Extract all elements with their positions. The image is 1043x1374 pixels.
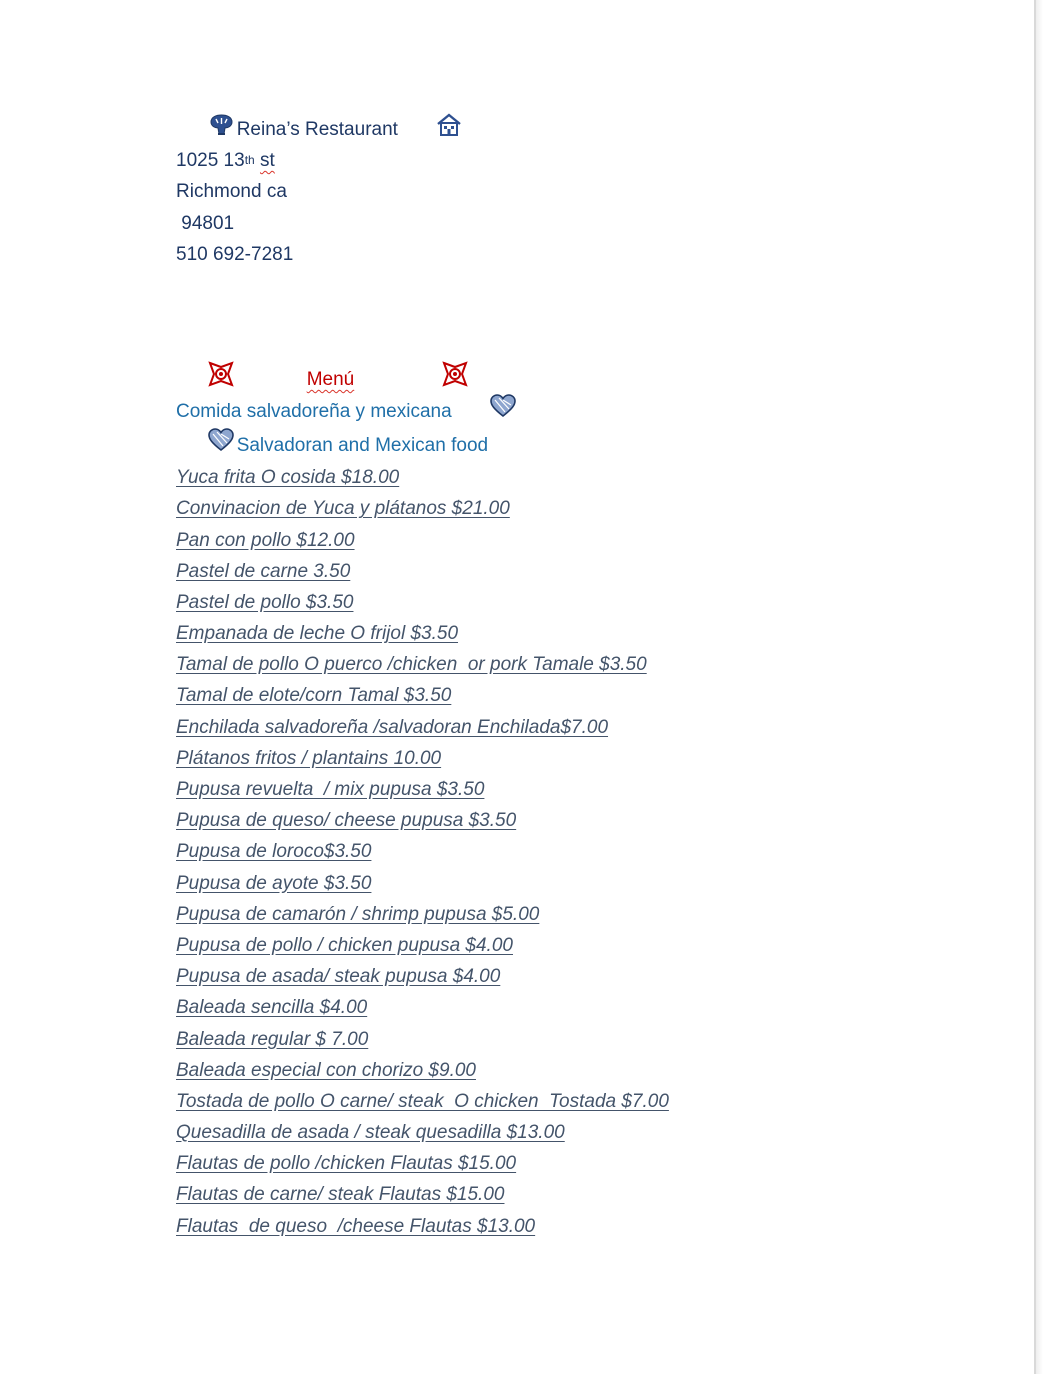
- menu-item: Pupusa de camarón / shrimp pupusa $5.00: [176, 903, 540, 925]
- phone: 510 692-7281: [176, 243, 294, 265]
- menu-item: Yuca frita O cosida $18.00: [176, 467, 400, 489]
- address-line: 1025 13 $^{th}$ st: [176, 145, 1016, 176]
- menu-item: Baleada especial con chorizo $9.00: [176, 1059, 476, 1081]
- menu-item: Pastel de pollo $3.50: [176, 591, 354, 613]
- menu-items-list: [176, 462, 1016, 1242]
- document-body[interactable]: [176, 114, 1016, 1242]
- menu-item: Quesadilla de asada / steak quesadilla $13.00: [176, 1122, 565, 1144]
- menu-item: Flautas de pollo /chicken Flautas $15.00: [176, 1153, 517, 1175]
- menu-title-line: [176, 364, 1016, 395]
- menu-item: Pupusa de asada/ steak pupusa $4.00: [176, 966, 501, 988]
- address-number: 1025 13: [176, 150, 245, 172]
- restaurant-name-line: [176, 114, 1016, 145]
- menu-item: Pupusa revuelta / mix pupusa $3.50: [176, 779, 485, 800]
- menu-item: Pan con pollo $12.00: [176, 529, 355, 551]
- menu-item: Baleada sencilla $4.00: [176, 997, 368, 1019]
- menu-item: Enchilada salvadoreña /salvadoran Enchilada$7.00: [176, 716, 609, 738]
- menu-title: Menú: [306, 368, 355, 390]
- menu-item: Tamal de elote/corn Tamal $3.50: [176, 685, 452, 707]
- phone-line: [176, 239, 1016, 270]
- page-edge-shadow: [1036, 0, 1043, 1374]
- menu-item: Pupusa de pollo / chicken pupusa $4.00: [176, 934, 513, 956]
- subtitle-en: Salvadoran and Mexican food: [236, 435, 489, 457]
- menu-item: Plátanos fritos / plantains 10.00: [176, 747, 442, 769]
- menu-item: Pupusa de queso/ cheese pupusa $3.50: [176, 810, 517, 832]
- menu-item: Pastel de carne 3.50: [176, 560, 351, 582]
- subtitle-es: Comida salvadoreña y mexicana: [176, 401, 452, 423]
- address-street: st: [259, 150, 275, 172]
- menu-item: Tostada de pollo O carne/ steak O chicken Tostada $7.00: [176, 1090, 669, 1112]
- restaurant-name: Reina’s Restaurant: [236, 119, 398, 140]
- house-icon: [404, 81, 462, 178]
- subtitle-en-line: [176, 429, 1016, 462]
- menu-item: Flautas de queso /cheese Flautas $13.00: [176, 1215, 536, 1237]
- subtitle-es-line: [176, 395, 1016, 429]
- menu-item: Tamal de pollo O puerco /chicken or pork Tamale $3.50: [176, 654, 647, 676]
- zip-line: [176, 208, 1016, 239]
- menu-item: Baleada regular $ 7.00: [176, 1028, 369, 1050]
- menu-item: Pupusa de ayote $3.50: [176, 872, 372, 894]
- menu-item: Empanada de leche O frijol $3.50: [176, 623, 459, 645]
- blank-space: [176, 270, 1016, 364]
- city: Richmond ca: [176, 181, 287, 203]
- menu-item: Pupusa de loroco$3.50: [176, 841, 372, 863]
- city-line: [176, 176, 1016, 207]
- zip: 94801: [176, 212, 235, 234]
- menu-item: Convinacion de Yuca y plátanos $21.00: [176, 498, 510, 520]
- menu-item: Flautas de carne/ steak Flautas $15.00: [176, 1184, 505, 1206]
